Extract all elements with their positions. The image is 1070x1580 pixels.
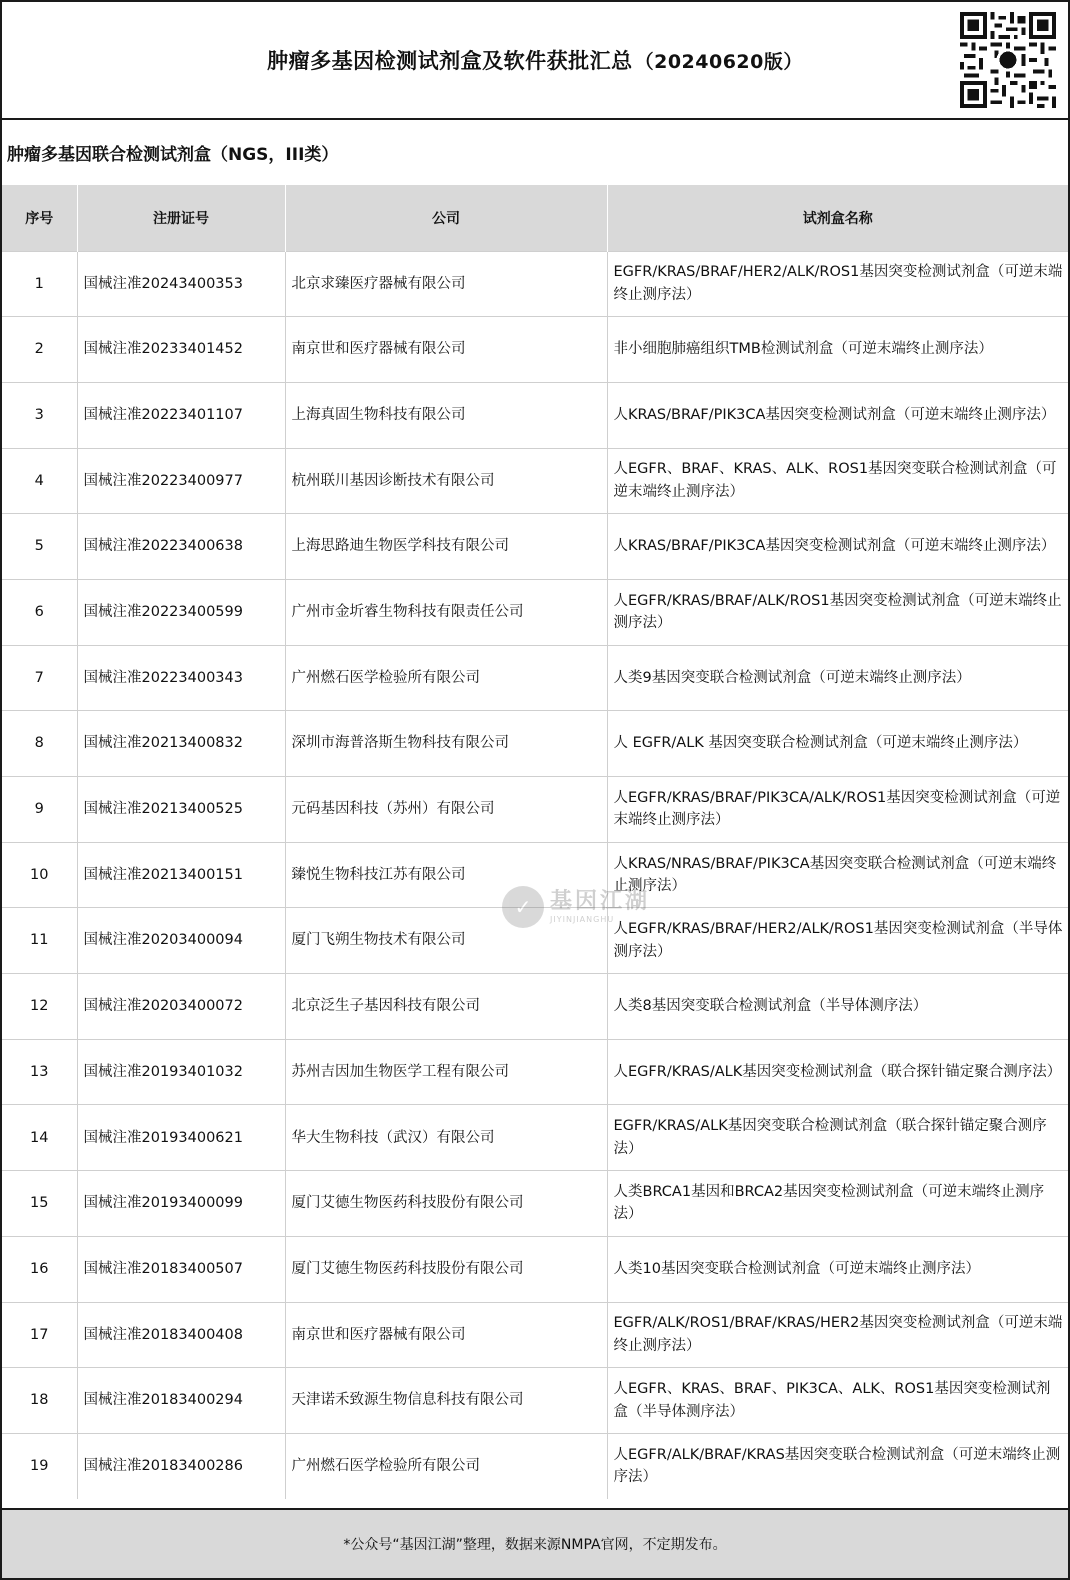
header <box>2 2 1068 120</box>
cell-kit-name: 人类8基因突变联合检测试剂盒（半导体测序法） <box>607 974 1068 1040</box>
table-row <box>2 1171 1068 1237</box>
table-row <box>2 908 1068 974</box>
cell-number: 9 <box>2 777 77 843</box>
cell-company: 广州燃石医学检验所有限公司 <box>285 645 607 711</box>
cell-company: 广州燃石医学检验所有限公司 <box>285 1433 607 1499</box>
table-row <box>2 317 1068 383</box>
table-row <box>2 1302 1068 1368</box>
page-title <box>267 45 803 75</box>
cell-registration-no: 国械注准20193401032 <box>77 1039 285 1105</box>
table-row <box>2 1433 1068 1499</box>
cell-kit-name: 人EGFR/KRAS/BRAF/PIK3CA/ALK/ROS1基因突变检测试剂盒（可逆末端终止测序法） <box>607 777 1068 843</box>
table-row <box>2 514 1068 580</box>
cell-registration-no: 国械注准20233401452 <box>77 317 285 383</box>
cell-registration-no: 国械注准20243400353 <box>77 251 285 317</box>
cell-registration-no: 国械注准20213400832 <box>77 711 285 777</box>
cell-kit-name: 人KRAS/BRAF/PIK3CA基因突变检测试剂盒（可逆末端终止测序法） <box>607 514 1068 580</box>
watermark-logo-icon: ✓ <box>502 886 544 928</box>
cell-registration-no: 国械注准20193400621 <box>77 1105 285 1171</box>
cell-company: 厦门艾德生物医药科技股份有限公司 <box>285 1171 607 1237</box>
footer-note: *公众号“基因江湖”整理，数据来源NMPA官网，不定期发布。 <box>2 1508 1068 1578</box>
cell-kit-name: 人类9基因突变联合检测试剂盒（可逆末端终止测序法） <box>607 645 1068 711</box>
table-header-row <box>2 185 1068 251</box>
title-edition: （20240620版） <box>634 51 803 73</box>
cell-registration-no: 国械注准20213400151 <box>77 842 285 908</box>
cell-number: 14 <box>2 1105 77 1171</box>
cell-registration-no: 国械注准20223401107 <box>77 382 285 448</box>
cell-registration-no: 国械注准20203400072 <box>77 974 285 1040</box>
cell-company: 臻悦生物科技江苏有限公司 <box>285 842 607 908</box>
cell-registration-no: 国械注准20223400977 <box>77 448 285 514</box>
qr-code-icon[interactable] <box>960 12 1056 108</box>
table-row <box>2 448 1068 514</box>
column-header-registration: 注册证号 <box>77 185 285 251</box>
table-row <box>2 645 1068 711</box>
cell-registration-no: 国械注准20183400408 <box>77 1302 285 1368</box>
cell-number: 19 <box>2 1433 77 1499</box>
cell-number: 16 <box>2 1236 77 1302</box>
cell-registration-no: 国械注准20193400099 <box>77 1171 285 1237</box>
cell-company: 厦门艾德生物医药科技股份有限公司 <box>285 1236 607 1302</box>
cell-company: 天津诺禾致源生物信息科技有限公司 <box>285 1368 607 1434</box>
table-row <box>2 974 1068 1040</box>
table-row <box>2 1105 1068 1171</box>
cell-number: 7 <box>2 645 77 711</box>
cell-number: 10 <box>2 842 77 908</box>
cell-registration-no: 国械注准20223400599 <box>77 579 285 645</box>
cell-registration-no: 国械注准20203400094 <box>77 908 285 974</box>
cell-company: 上海真固生物科技有限公司 <box>285 382 607 448</box>
cell-number: 1 <box>2 251 77 317</box>
table-row <box>2 777 1068 843</box>
cell-kit-name: 人EGFR/KRAS/ALK基因突变检测试剂盒（联合探针锚定聚合测序法） <box>607 1039 1068 1105</box>
cell-company: 南京世和医疗器械有限公司 <box>285 317 607 383</box>
cell-number: 3 <box>2 382 77 448</box>
cell-kit-name: 人KRAS/BRAF/PIK3CA基因突变检测试剂盒（可逆末端终止测序法） <box>607 382 1068 448</box>
cell-kit-name: 人EGFR/KRAS/BRAF/ALK/ROS1基因突变检测试剂盒（可逆末端终止测序法） <box>607 579 1068 645</box>
table-row <box>2 382 1068 448</box>
cell-number: 17 <box>2 1302 77 1368</box>
cell-number: 8 <box>2 711 77 777</box>
cell-kit-name: 人类10基因突变联合检测试剂盒（可逆末端终止测序法） <box>607 1236 1068 1302</box>
column-header-company: 公司 <box>285 185 607 251</box>
cell-kit-name: 人EGFR/ALK/BRAF/KRAS基因突变联合检测试剂盒（可逆末端终止测序法） <box>607 1433 1068 1499</box>
section-title: 肿瘤多基因联合检测试剂盒（NGS，III类） <box>7 145 339 165</box>
cell-number: 11 <box>2 908 77 974</box>
cell-registration-no: 国械注准20183400294 <box>77 1368 285 1434</box>
title-text: 肿瘤多基因检测试剂盒及软件获批汇总 <box>267 49 633 73</box>
column-header-no: 序号 <box>2 185 77 251</box>
cell-kit-name: 人KRAS/NRAS/BRAF/PIK3CA基因突变联合检测试剂盒（可逆末端终止测序法） <box>607 842 1068 908</box>
table-row <box>2 711 1068 777</box>
cell-number: 6 <box>2 579 77 645</box>
cell-kit-name: 非小细胞肺癌组织TMB检测试剂盒（可逆末端终止测序法） <box>607 317 1068 383</box>
cell-registration-no: 国械注准20213400525 <box>77 777 285 843</box>
cell-company: 北京求臻医疗器械有限公司 <box>285 251 607 317</box>
table-row <box>2 1236 1068 1302</box>
cell-number: 2 <box>2 317 77 383</box>
table-body <box>2 251 1068 1499</box>
cell-company: 苏州吉因加生物医学工程有限公司 <box>285 1039 607 1105</box>
cell-number: 18 <box>2 1368 77 1434</box>
cell-company: 厦门飞朔生物技术有限公司 <box>285 908 607 974</box>
cell-registration-no: 国械注准20183400507 <box>77 1236 285 1302</box>
cell-number: 12 <box>2 974 77 1040</box>
cell-company: 杭州联川基因诊断技术有限公司 <box>285 448 607 514</box>
cell-registration-no: 国械注准20223400638 <box>77 514 285 580</box>
cell-kit-name: EGFR/KRAS/ALK基因突变联合检测试剂盒（联合探针锚定聚合测序法） <box>607 1105 1068 1171</box>
cell-registration-no: 国械注准20223400343 <box>77 645 285 711</box>
cell-kit-name: EGFR/ALK/ROS1/BRAF/KRAS/HER2基因突变检测试剂盒（可逆末端终止测序法） <box>607 1302 1068 1368</box>
cell-kit-name: 人类BRCA1基因和BRCA2基因突变检测试剂盒（可逆末端终止测序法） <box>607 1171 1068 1237</box>
cell-company: 上海思路迪生物医学科技有限公司 <box>285 514 607 580</box>
cell-number: 5 <box>2 514 77 580</box>
cell-company: 北京泛生子基因科技有限公司 <box>285 974 607 1040</box>
cell-company: 深圳市海普洛斯生物科技有限公司 <box>285 711 607 777</box>
cell-registration-no: 国械注准20183400286 <box>77 1433 285 1499</box>
cell-number: 13 <box>2 1039 77 1105</box>
table-row <box>2 1368 1068 1434</box>
table-row <box>2 251 1068 317</box>
watermark-name: 基因江湖 <box>550 889 651 915</box>
table-row <box>2 1039 1068 1105</box>
watermark-pinyin: JIYINJIANGHU <box>550 914 615 924</box>
table-row <box>2 842 1068 908</box>
cell-number: 4 <box>2 448 77 514</box>
table-row <box>2 579 1068 645</box>
kit-table <box>2 185 1068 1499</box>
cell-company: 元码基因科技（苏州）有限公司 <box>285 777 607 843</box>
cell-number: 15 <box>2 1171 77 1237</box>
cell-kit-name: 人 EGFR/ALK 基因突变联合检测试剂盒（可逆末端终止测序法） <box>607 711 1068 777</box>
cell-company: 广州市金圻睿生物科技有限责任公司 <box>285 579 607 645</box>
column-header-kit-name: 试剂盒名称 <box>607 185 1068 251</box>
cell-company: 南京世和医疗器械有限公司 <box>285 1302 607 1368</box>
cell-kit-name: EGFR/KRAS/BRAF/HER2/ALK/ROS1基因突变检测试剂盒（可逆末端终止测序法） <box>607 251 1068 317</box>
cell-company: 华大生物科技（武汉）有限公司 <box>285 1105 607 1171</box>
cell-kit-name: 人EGFR、BRAF、KRAS、ALK、ROS1基因突变联合检测试剂盒（可逆末端终止测序法） <box>607 448 1068 514</box>
cell-kit-name: 人EGFR、KRAS、BRAF、PIK3CA、ALK、ROS1基因突变检测试剂盒（半导体测序法） <box>607 1368 1068 1434</box>
cell-kit-name: 人EGFR/KRAS/BRAF/HER2/ALK/ROS1基因突变检测试剂盒（半导体测序法） <box>607 908 1068 974</box>
